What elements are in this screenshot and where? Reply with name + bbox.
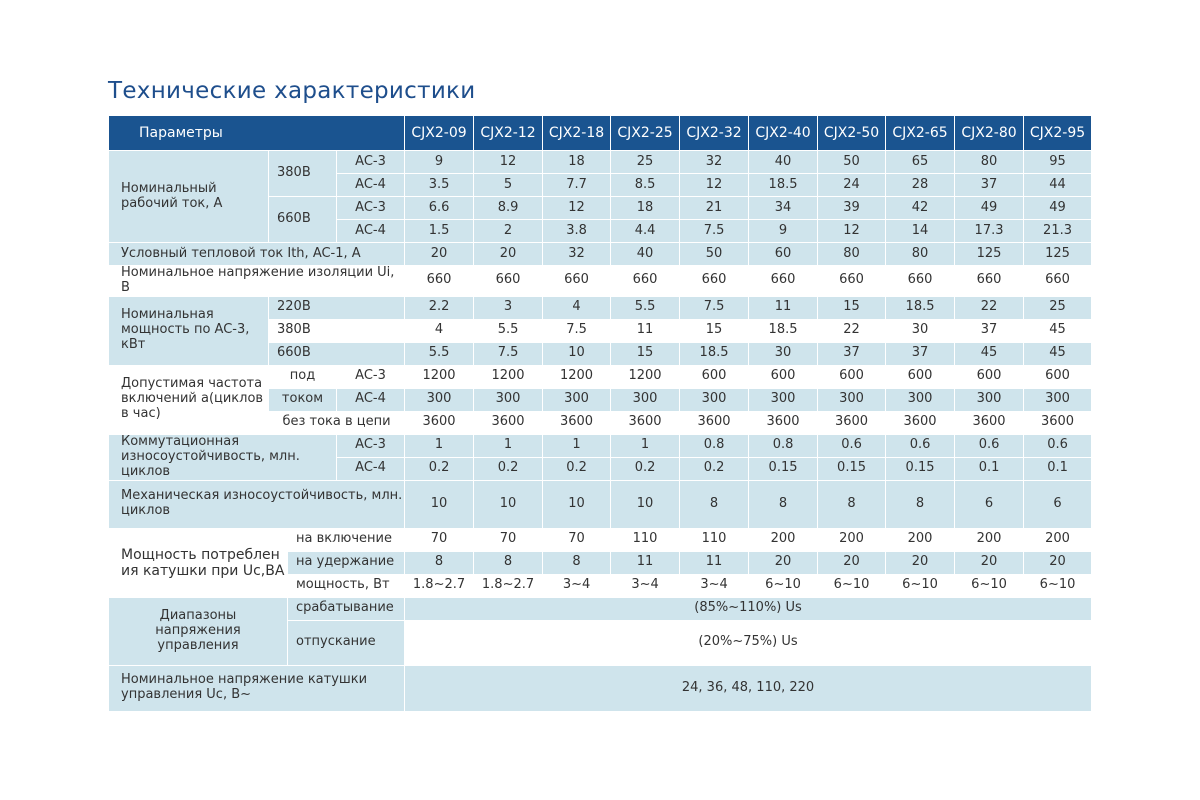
table-cell: 80 (955, 151, 1024, 174)
table-row (109, 365, 1092, 388)
table-cell: 40 (749, 151, 818, 174)
insulation-label: Номинальное напряжение изоляции Ui, В (109, 266, 405, 297)
table-cell: 300 (611, 388, 680, 411)
table-row (109, 151, 1092, 174)
power-660-label: 660В (269, 342, 405, 365)
table-cell: 20 (886, 551, 955, 574)
table-cell: 1.8~2.7 (405, 574, 474, 597)
table-cell: 7.5 (543, 319, 611, 342)
table-cell: 3600 (1024, 411, 1092, 434)
table-cell: 0.2 (611, 457, 680, 480)
table-cell: 40 (611, 243, 680, 266)
table-cell: 3.5 (405, 174, 474, 197)
table-cell: 3600 (543, 411, 611, 434)
table-cell: 6~10 (749, 574, 818, 597)
table-cell: 9 (405, 151, 474, 174)
table-cell: 200 (749, 528, 818, 551)
header-model: CJX2-50 (818, 116, 886, 151)
table-cell: 0.15 (886, 457, 955, 480)
table-cell: 8 (405, 551, 474, 574)
frequency-noload-label: без тока в цепи (269, 411, 405, 434)
table-cell: 5.5 (474, 319, 543, 342)
table-row (109, 480, 1092, 528)
table-cell: 200 (886, 528, 955, 551)
table-cell: 18.5 (886, 296, 955, 319)
current-380-label: 380В (269, 151, 337, 197)
table-cell: 20 (955, 551, 1024, 574)
table-cell: 0.15 (818, 457, 886, 480)
table-cell: 15 (680, 319, 749, 342)
table-cell: 200 (955, 528, 1024, 551)
table-cell: 0.6 (818, 434, 886, 457)
control-pickup-label: срабатывание (288, 597, 405, 620)
table-cell: 6~10 (886, 574, 955, 597)
table-cell: 8.5 (611, 174, 680, 197)
table-cell: 3600 (611, 411, 680, 434)
table-cell: 300 (886, 388, 955, 411)
table-cell: 8 (886, 480, 955, 528)
table-cell: 8 (749, 480, 818, 528)
table-cell: 660 (955, 266, 1024, 297)
table-cell: 28 (886, 174, 955, 197)
table-cell: 5.5 (611, 296, 680, 319)
table-cell: 0.1 (955, 457, 1024, 480)
table-cell: 3600 (680, 411, 749, 434)
table-cell: 5.5 (405, 342, 474, 365)
table-cell: 300 (543, 388, 611, 411)
table-cell: 4 (543, 296, 611, 319)
table-cell: 34 (749, 197, 818, 220)
table-cell: 110 (611, 528, 680, 551)
table-cell: 45 (955, 342, 1024, 365)
table-cell: 60 (749, 243, 818, 266)
table-cell: 7.7 (543, 174, 611, 197)
table-cell: 600 (680, 365, 749, 388)
thermal-label: Условный тепловой ток Ith, AC-1, А (109, 243, 405, 266)
table-cell: 3600 (955, 411, 1024, 434)
table-cell: 5 (474, 174, 543, 197)
table-cell: 10 (474, 480, 543, 528)
table-cell: 660 (749, 266, 818, 297)
switching-label: Коммутационная износоустойчивость, млн. циклов (109, 434, 337, 480)
table-cell: 300 (405, 388, 474, 411)
table-cell: 21.3 (1024, 220, 1092, 243)
table-cell: 600 (818, 365, 886, 388)
table-cell: 6 (1024, 480, 1092, 528)
control-release-label: отпускание (288, 620, 405, 665)
table-cell: 0.2 (680, 457, 749, 480)
table-cell: 0.1 (1024, 457, 1092, 480)
table-cell: 11 (680, 551, 749, 574)
header-model: CJX2-32 (680, 116, 749, 151)
switching-ac4-label: AC-4 (337, 457, 405, 480)
table-cell: 45 (1024, 342, 1092, 365)
table-cell: 300 (1024, 388, 1092, 411)
table-cell: 660 (818, 266, 886, 297)
table-cell: 3~4 (611, 574, 680, 597)
table-cell: 600 (749, 365, 818, 388)
table-cell: 1.5 (405, 220, 474, 243)
coil-power-label: Мощность потреблен ия катушки при Uc,BA (109, 528, 288, 597)
table-cell: 3~4 (680, 574, 749, 597)
table-cell: 0.6 (1024, 434, 1092, 457)
table-cell: 12 (818, 220, 886, 243)
table-cell: 0.8 (749, 434, 818, 457)
current-ac3-label: AC-3 (337, 197, 405, 220)
table-cell: 80 (818, 243, 886, 266)
frequency-label: Допустимая частота включений а(циклов в час) (109, 365, 269, 434)
table-cell: 660 (543, 266, 611, 297)
power-label: Номинальная мощность по AC-3, кВт (109, 296, 269, 365)
table-cell: 8 (818, 480, 886, 528)
frequency-ac3-label: AC-3 (337, 365, 405, 388)
table-cell: 32 (543, 243, 611, 266)
table-cell: 50 (680, 243, 749, 266)
table-cell: 6~10 (1024, 574, 1092, 597)
table-cell: 11 (611, 319, 680, 342)
table-cell: 1200 (543, 365, 611, 388)
current-ac4-label: AC-4 (337, 174, 405, 197)
table-cell: 12 (680, 174, 749, 197)
table-cell: 50 (818, 151, 886, 174)
page-title: Технические характеристики (108, 78, 476, 104)
header-model: CJX2-65 (886, 116, 955, 151)
table-cell: 600 (1024, 365, 1092, 388)
table-cell: 39 (818, 197, 886, 220)
table-cell: 32 (680, 151, 749, 174)
table-cell: 3600 (886, 411, 955, 434)
header-model: CJX2-40 (749, 116, 818, 151)
table-cell: 3~4 (543, 574, 611, 597)
header-model: CJX2-12 (474, 116, 543, 151)
table-cell: 15 (611, 342, 680, 365)
table-cell: 6 (955, 480, 1024, 528)
power-380-label: 380В (269, 319, 405, 342)
table-cell: 20 (474, 243, 543, 266)
table-row (109, 528, 1092, 551)
table-cell: 37 (955, 319, 1024, 342)
table-cell: 0.15 (749, 457, 818, 480)
table-cell: 70 (405, 528, 474, 551)
header-row (109, 116, 1092, 151)
table-cell: 22 (955, 296, 1024, 319)
table-cell: 25 (611, 151, 680, 174)
table-cell: 0.2 (543, 457, 611, 480)
table-cell: 7.5 (680, 220, 749, 243)
frequency-tokom-label: током (269, 388, 337, 411)
spec-table (108, 115, 1092, 712)
header-model: CJX2-25 (611, 116, 680, 151)
table-cell: 6.6 (405, 197, 474, 220)
table-row (109, 597, 1092, 620)
current-660-label: 660В (269, 197, 337, 243)
table-cell: 17.3 (955, 220, 1024, 243)
table-cell: 20 (818, 551, 886, 574)
coil-voltage-label: Номинальное напряжение катушки управления Uc, В~ (109, 665, 405, 711)
table-cell: 8 (474, 551, 543, 574)
table-cell: 44 (1024, 174, 1092, 197)
table-cell: 600 (886, 365, 955, 388)
table-cell: 37 (886, 342, 955, 365)
table-cell: 10 (543, 342, 611, 365)
table-cell: 8.9 (474, 197, 543, 220)
table-cell: 1 (543, 434, 611, 457)
table-cell: 7.5 (474, 342, 543, 365)
table-row (109, 243, 1092, 266)
table-cell: 30 (886, 319, 955, 342)
table-cell: 65 (886, 151, 955, 174)
current-ac4-label: AC-4 (337, 220, 405, 243)
table-cell: 110 (680, 528, 749, 551)
table-cell: 0.2 (474, 457, 543, 480)
table-cell: 1200 (474, 365, 543, 388)
table-cell: 2 (474, 220, 543, 243)
table-cell: 80 (886, 243, 955, 266)
table-cell: 300 (818, 388, 886, 411)
table-cell: 3 (474, 296, 543, 319)
table-cell: 18 (543, 151, 611, 174)
table-cell: 18.5 (749, 319, 818, 342)
mechanical-label: Механическая износоустойчивость, млн. циклов (109, 480, 405, 528)
table-cell: 0.2 (405, 457, 474, 480)
table-cell: 4 (405, 319, 474, 342)
table-cell: 10 (611, 480, 680, 528)
table-cell: 1200 (611, 365, 680, 388)
header-model: CJX2-18 (543, 116, 611, 151)
switching-ac3-label: AC-3 (337, 434, 405, 457)
table-cell: 20 (1024, 551, 1092, 574)
table-cell: 3.8 (543, 220, 611, 243)
table-cell: 6~10 (818, 574, 886, 597)
control-range-label: Диапазоны напряжения управления (109, 597, 288, 665)
table-cell: 300 (955, 388, 1024, 411)
table-cell: 30 (749, 342, 818, 365)
table-cell: 18 (611, 197, 680, 220)
header-params: Параметры (109, 116, 405, 151)
coil-power-on-label: на включение (288, 528, 405, 551)
current-ac3-label: AC-3 (337, 151, 405, 174)
table-cell: 70 (474, 528, 543, 551)
table-cell: 8 (680, 480, 749, 528)
table-cell: 1.8~2.7 (474, 574, 543, 597)
table-cell: 24 (818, 174, 886, 197)
table-cell: 600 (955, 365, 1024, 388)
table-cell: 660 (405, 266, 474, 297)
table-cell: 21 (680, 197, 749, 220)
table-cell: 0.6 (886, 434, 955, 457)
table-cell: 660 (886, 266, 955, 297)
table-cell: 1 (611, 434, 680, 457)
power-220-label: 220В (269, 296, 405, 319)
table-cell: 42 (886, 197, 955, 220)
table-cell: 660 (680, 266, 749, 297)
table-cell: 660 (474, 266, 543, 297)
table-cell: 660 (611, 266, 680, 297)
table-row (109, 434, 1092, 457)
table-cell: 95 (1024, 151, 1092, 174)
table-cell: 660 (1024, 266, 1092, 297)
coil-power-watt-label: мощность, Вт (288, 574, 405, 597)
table-row (109, 665, 1092, 711)
table-cell: 20 (749, 551, 818, 574)
table-row (109, 266, 1092, 297)
control-pickup-value: (85%~110%) Us (405, 597, 1092, 620)
table-cell: 200 (818, 528, 886, 551)
table-cell: 3600 (818, 411, 886, 434)
table-cell: 300 (474, 388, 543, 411)
table-cell: 2.2 (405, 296, 474, 319)
table-cell: 49 (955, 197, 1024, 220)
table-cell: 25 (1024, 296, 1092, 319)
table-cell: 1 (474, 434, 543, 457)
table-cell: 49 (1024, 197, 1092, 220)
table-cell: 12 (474, 151, 543, 174)
table-cell: 20 (405, 243, 474, 266)
table-cell: 14 (886, 220, 955, 243)
table-cell: 300 (680, 388, 749, 411)
table-cell: 1200 (405, 365, 474, 388)
table-cell: 200 (1024, 528, 1092, 551)
header-model: CJX2-80 (955, 116, 1024, 151)
table-cell: 12 (543, 197, 611, 220)
table-cell: 70 (543, 528, 611, 551)
table-cell: 45 (1024, 319, 1092, 342)
table-cell: 37 (955, 174, 1024, 197)
frequency-ac4-label: AC-4 (337, 388, 405, 411)
header-model: CJX2-95 (1024, 116, 1092, 151)
table-cell: 125 (1024, 243, 1092, 266)
table-row (109, 296, 1092, 319)
table-cell: 3600 (405, 411, 474, 434)
table-cell: 8 (543, 551, 611, 574)
table-cell: 300 (749, 388, 818, 411)
table-cell: 6~10 (955, 574, 1024, 597)
table-cell: 22 (818, 319, 886, 342)
header-model: CJX2-09 (405, 116, 474, 151)
table-cell: 10 (405, 480, 474, 528)
table-cell: 7.5 (680, 296, 749, 319)
table-cell: 15 (818, 296, 886, 319)
table-cell: 0.6 (955, 434, 1024, 457)
control-release-value: (20%~75%) Us (405, 620, 1092, 665)
coil-voltage-value: 24, 36, 48, 110, 220 (405, 665, 1092, 711)
table-cell: 11 (611, 551, 680, 574)
table-cell: 1 (405, 434, 474, 457)
table-cell: 10 (543, 480, 611, 528)
table-cell: 0.8 (680, 434, 749, 457)
table-cell: 4.4 (611, 220, 680, 243)
table-cell: 11 (749, 296, 818, 319)
table-cell: 3600 (474, 411, 543, 434)
current-label: Номинальный рабочий ток, А (109, 151, 269, 243)
frequency-pod-label: под (269, 365, 337, 388)
table-cell: 18.5 (749, 174, 818, 197)
table-cell: 3600 (749, 411, 818, 434)
coil-power-hold-label: на удержание (288, 551, 405, 574)
table-cell: 125 (955, 243, 1024, 266)
table-cell: 9 (749, 220, 818, 243)
table-cell: 18.5 (680, 342, 749, 365)
table-cell: 37 (818, 342, 886, 365)
